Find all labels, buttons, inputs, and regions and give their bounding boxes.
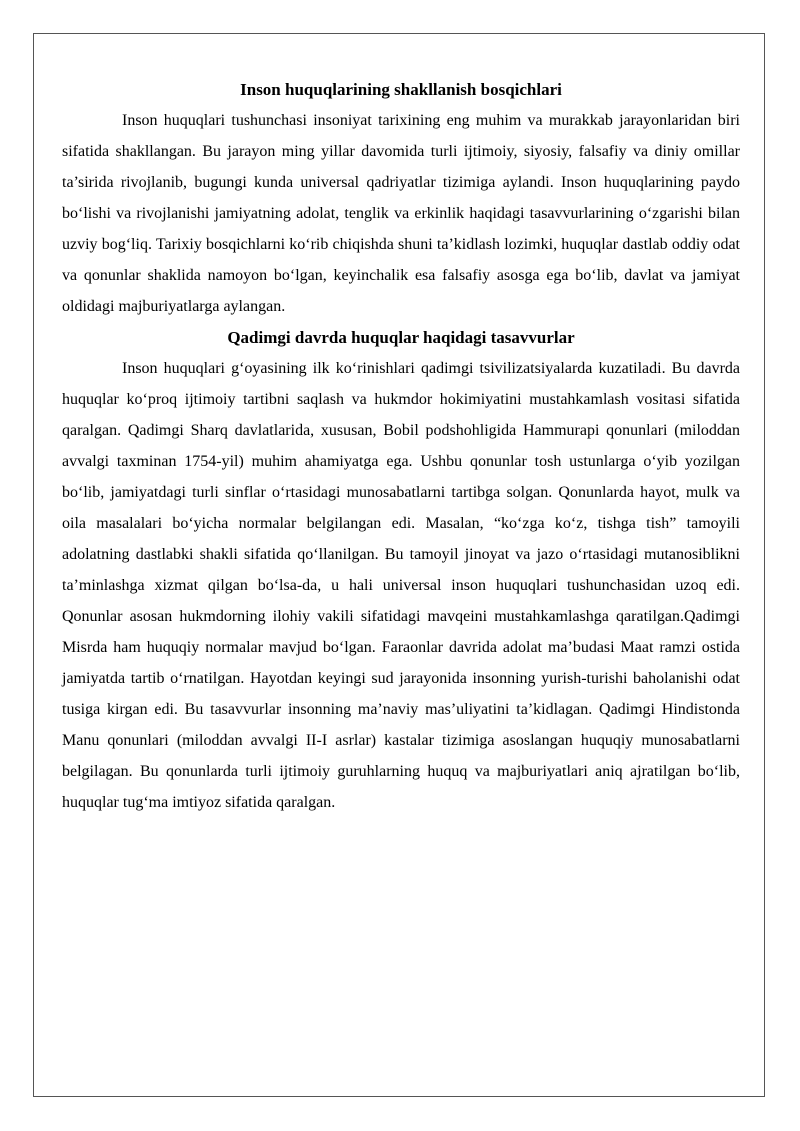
paragraph-ancient-period: Inson huquqlari g‘oyasining ilk ko‘rinishlari qadimgi tsivilizatsiyalarda kuzatiladi. Bu davrda huquqlar ko‘proq ijtimoiy tartibni saqlash va hukmdor hokimiyatini mustahkamlash vositasi sifatida qaralgan. Qadimgi Sharq davlatlarida, xususan, Bobil podshohligida Hammurapi qonunlari (miloddan avvalgi taxminan 1754-yil) muhim ahamiyatga ega. Ushbu qonunlar tosh ustunlarga o‘yib yozilgan bo‘lib, jamiyatdagi turli sinflar o‘rtasidagi munosabatlarni tartibga solgan. Qonunlarda hayot, mulk va oila masalalari bo‘yicha normalar belgilangan edi. Masalan, “ko‘zga ko‘z, tishga tish” tamoyili adolatning dastlabki shakli sifatida qo‘llanilgan. Bu tamoyil jinoyat va jazo o‘rtasidagi mutanosiblikni ta’minlashga xizmat qilgan bo‘lsa-da, u hali universal inson huquqlari tushunchasidan uzoq edi. Qonunlar asosan hukmdorning ilohiy vakili sifatidagi mavqeini mustahkamlashga qaratilgan.Qadimgi Misrda ham huquqiy normalar mavjud bo‘lgan. Faraonlar davrida adolat ma’budasi Maat ramzi ostida jamiyatda tartib o‘rnatilgan. Hayotdan keyingi sud jarayonida insonning yurish-turishi baholanishi odat tusiga kirgan edi. Bu tasavvurlar insonning ma’naviy mas’uliyatini ta’kidlagan. Qadimgi Hindistonda Manu qonunlari (miloddan avvalgi II-I asrlar) kastalar tizimiga asoslangan huquqiy munosabatlarni belgilagan. Bu qonunlarda turli ijtimoiy guruhlarning huquq va majburiyatlari aniq ajratilgan bo‘lib, huquqlar tug‘ma imtiyoz sifatida qaralgan.	[62, 360, 740, 811]
document-body	[62, 74, 740, 818]
section-heading-formation-stages: Inson huquqlarining shakllanish bosqichlari	[240, 80, 562, 99]
section-heading-ancient-period: Qadimgi davrda huquqlar haqidagi tasavvurlar	[227, 328, 575, 347]
paragraph-intro: Inson huquqlari tushunchasi insoniyat tarixining eng muhim va murakkab jarayonlaridan biri sifatida shakllangan. Bu jarayon ming yillar davomida turli ijtimoiy, siyosiy, falsafiy va diniy omillar ta’sirida rivojlanib, bugungi kunda universal qadriyatlar tizimiga aylandi. Inson huquqlarining paydo bo‘lishi va rivojlanishi jamiyatning adolat, tenglik va erkinlik haqidagi tasavvurlarining o‘zgarishi bilan uzviy bog‘liq. Tarixiy bosqichlarni ko‘rib chiqishda shuni ta’kidlash lozimki, huquqlar dastlab oddiy odat va qonunlar shaklida namoyon bo‘lgan, keyinchalik esa falsafiy asosga ega bo‘lib, davlat va jamiyat oldidagi majburiyatlarga aylangan.	[62, 112, 740, 315]
